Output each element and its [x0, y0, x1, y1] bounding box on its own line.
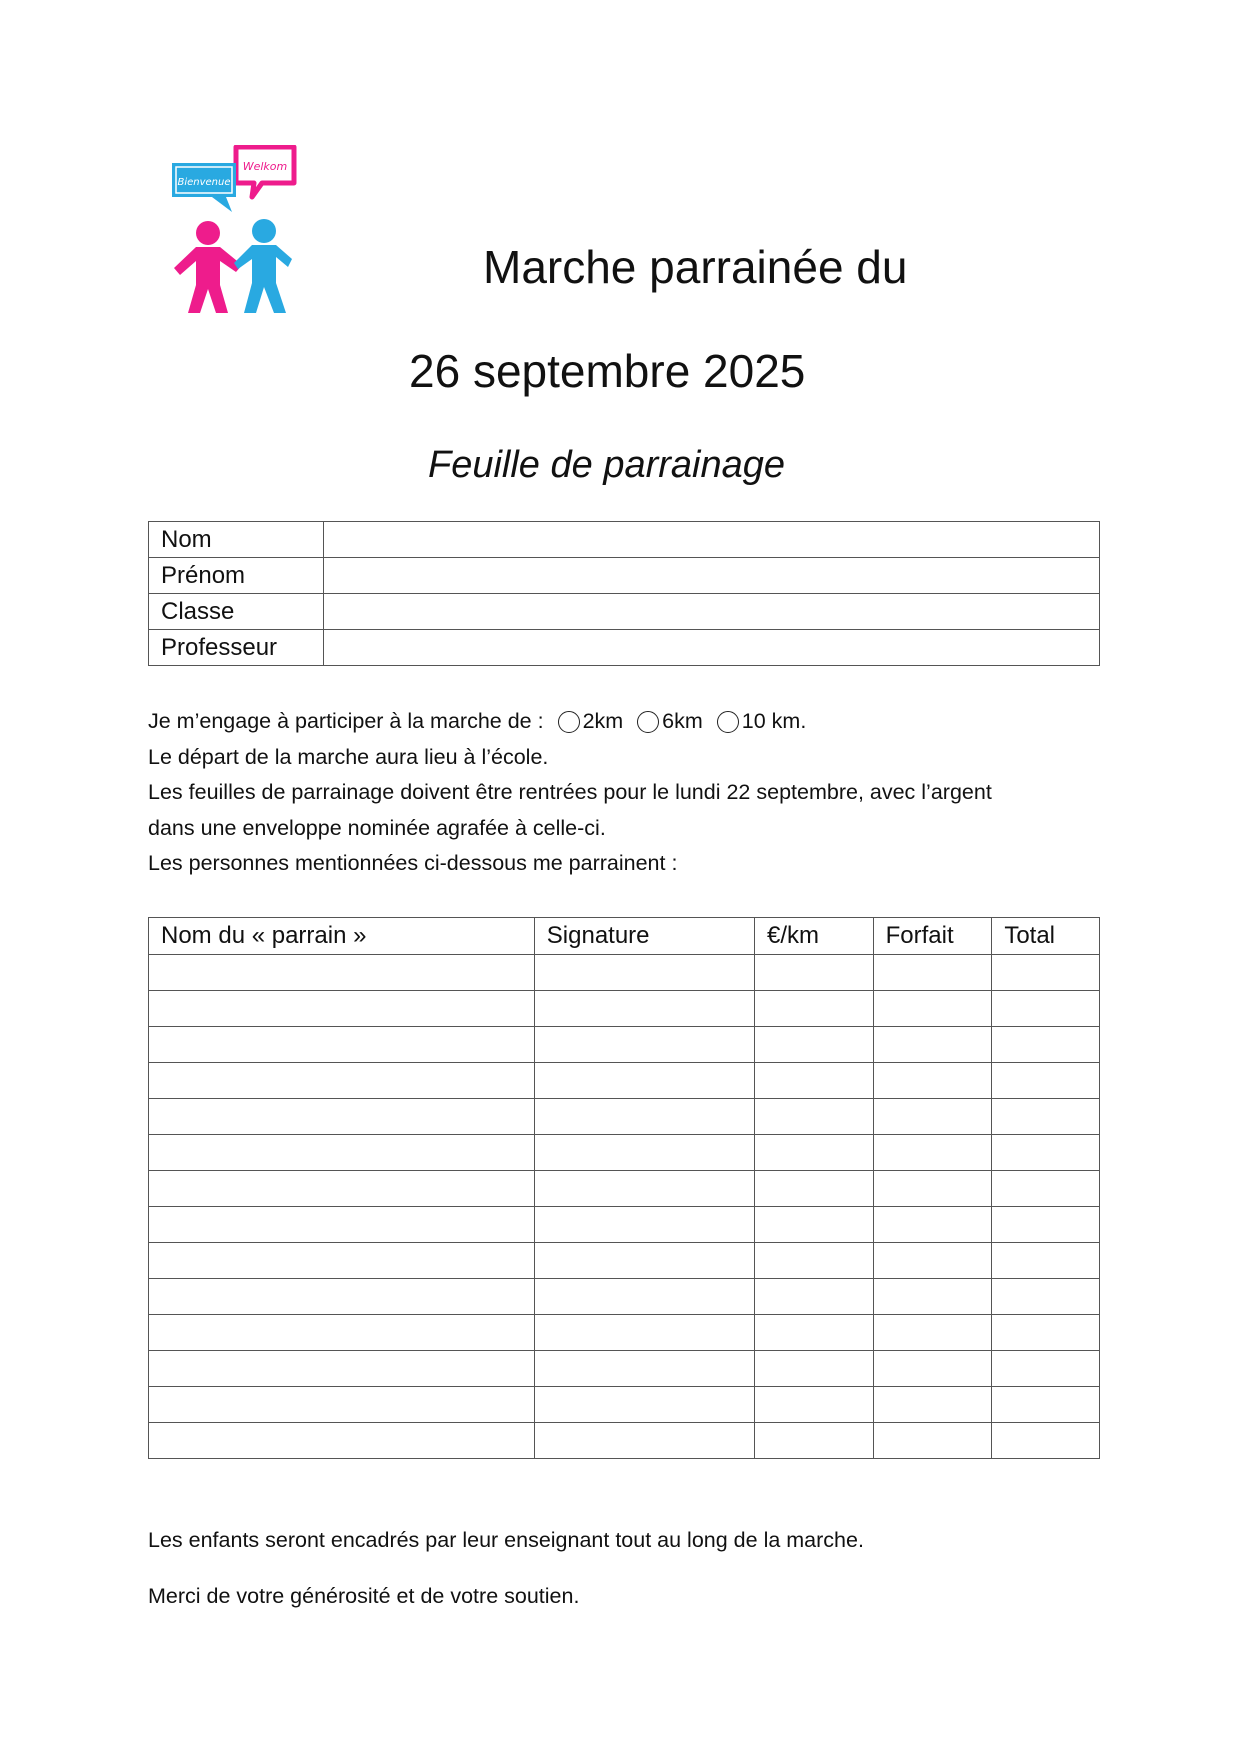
cell-total[interactable]: [992, 1207, 1100, 1243]
cell-signature[interactable]: [534, 1387, 754, 1423]
table-row: [149, 1099, 1100, 1135]
svg-text:Welkom: Welkom: [242, 160, 288, 173]
cell-euro-km[interactable]: [755, 1099, 874, 1135]
cell-signature[interactable]: [534, 1243, 754, 1279]
cell-nom-parrain[interactable]: [149, 1063, 535, 1099]
cell-signature[interactable]: [534, 1027, 754, 1063]
blue-speech-bubble: [172, 163, 236, 212]
identity-label: Prénom: [149, 558, 324, 594]
blue-child-figure: [234, 219, 292, 313]
cell-signature[interactable]: [534, 955, 754, 991]
cell-euro-km[interactable]: [755, 1063, 874, 1099]
cell-total[interactable]: [992, 955, 1100, 991]
identity-label: Professeur: [149, 630, 324, 666]
cell-euro-km[interactable]: [755, 1135, 874, 1171]
identity-table: [148, 521, 1100, 666]
identity-row-nom: [149, 522, 1100, 558]
cell-total[interactable]: [992, 1135, 1100, 1171]
cell-nom-parrain[interactable]: [149, 1171, 535, 1207]
cell-forfait[interactable]: [873, 1387, 992, 1423]
cell-euro-km[interactable]: [755, 955, 874, 991]
pink-speech-bubble: [236, 147, 294, 197]
identity-field-prenom[interactable]: [324, 558, 1100, 594]
table-row: [149, 955, 1100, 991]
engagement-line-distance: [148, 704, 1108, 740]
cell-total[interactable]: [992, 1171, 1100, 1207]
cell-nom-parrain[interactable]: [149, 1207, 535, 1243]
cell-forfait[interactable]: [873, 1207, 992, 1243]
table-row: [149, 1423, 1100, 1459]
cell-nom-parrain[interactable]: [149, 1351, 535, 1387]
cell-total[interactable]: [992, 991, 1100, 1027]
cell-nom-parrain[interactable]: [149, 1027, 535, 1063]
engagement-text: [148, 704, 1108, 882]
table-row: [149, 1063, 1100, 1099]
cell-forfait[interactable]: [873, 955, 992, 991]
cell-signature[interactable]: [534, 1351, 754, 1387]
cell-nom-parrain[interactable]: [149, 1243, 535, 1279]
cell-nom-parrain[interactable]: [149, 1099, 535, 1135]
engagement-line-depart: Le départ de la marche aura lieu à l’école.: [148, 744, 549, 769]
cell-nom-parrain[interactable]: [149, 1387, 535, 1423]
cell-signature[interactable]: [534, 1171, 754, 1207]
cell-total[interactable]: [992, 1027, 1100, 1063]
sponsors-body: [149, 955, 1100, 1459]
cell-nom-parrain[interactable]: [149, 991, 535, 1027]
cell-forfait[interactable]: [873, 1351, 992, 1387]
cell-euro-km[interactable]: [755, 1387, 874, 1423]
cell-forfait[interactable]: [873, 1279, 992, 1315]
identity-label: Nom: [149, 522, 324, 558]
identity-field-nom[interactable]: [324, 522, 1100, 558]
identity-row-professeur: [149, 630, 1100, 666]
cell-euro-km[interactable]: [755, 1243, 874, 1279]
cell-total[interactable]: [992, 1315, 1100, 1351]
cell-signature[interactable]: [534, 1099, 754, 1135]
cell-euro-km[interactable]: [755, 991, 874, 1027]
table-row: [149, 1279, 1100, 1315]
identity-label: Classe: [149, 594, 324, 630]
cell-signature[interactable]: [534, 1063, 754, 1099]
cell-total[interactable]: [992, 1063, 1100, 1099]
header-euro-km: €/km: [755, 918, 874, 955]
table-row: [149, 1135, 1100, 1171]
cell-euro-km[interactable]: [755, 1279, 874, 1315]
identity-field-classe[interactable]: [324, 594, 1100, 630]
table-row: [149, 1315, 1100, 1351]
cell-nom-parrain[interactable]: [149, 1423, 535, 1459]
table-row: [149, 1387, 1100, 1423]
cell-total[interactable]: [992, 1279, 1100, 1315]
cell-euro-km[interactable]: [755, 1171, 874, 1207]
header-forfait: Forfait: [873, 918, 992, 955]
radio-10km[interactable]: [717, 711, 739, 733]
table-row: [149, 1171, 1100, 1207]
header-signature: Signature: [534, 918, 754, 955]
cell-signature[interactable]: [534, 1315, 754, 1351]
option-6km-label: 6km: [662, 709, 703, 733]
table-row: [149, 1207, 1100, 1243]
cell-signature[interactable]: [534, 991, 754, 1027]
engagement-line-envelope: dans une enveloppe nominée agrafée à celle-ci.: [148, 815, 606, 840]
cell-signature[interactable]: [534, 1423, 754, 1459]
header-nom-parrain: Nom du « parrain »: [149, 918, 535, 955]
cell-forfait[interactable]: [873, 1063, 992, 1099]
cell-euro-km[interactable]: [755, 1027, 874, 1063]
cell-forfait[interactable]: [873, 991, 992, 1027]
cell-signature[interactable]: [534, 1279, 754, 1315]
cell-euro-km[interactable]: [755, 1423, 874, 1459]
cell-signature[interactable]: [534, 1135, 754, 1171]
cell-nom-parrain[interactable]: [149, 1315, 535, 1351]
engagement-line-deadline: Les feuilles de parrainage doivent être rentrées pour le lundi 22 septembre, avec l’argent: [148, 780, 992, 804]
cell-euro-km[interactable]: [755, 1315, 874, 1351]
title-line-2: 26 septembre 2025: [409, 345, 806, 397]
identity-field-professeur[interactable]: [324, 630, 1100, 666]
table-row: [149, 991, 1100, 1027]
cell-total[interactable]: [992, 1387, 1100, 1423]
header-total: Total: [992, 918, 1100, 955]
option-10km-label: 10 km.: [741, 709, 807, 733]
cell-euro-km[interactable]: [755, 1207, 874, 1243]
cell-signature[interactable]: [534, 1207, 754, 1243]
subtitle: Feuille de parrainage: [428, 444, 786, 486]
svg-text:Bienvenue: Bienvenue: [177, 177, 231, 188]
identity-row-classe: [149, 594, 1100, 630]
cell-forfait[interactable]: [873, 1243, 992, 1279]
identity-row-prenom: [149, 558, 1100, 594]
footer-supervision-note: Les enfants seront encadrés par leur enseignant tout au long de la marche.: [148, 1528, 864, 1552]
footer-thanks: Merci de votre générosité et de votre soutien.: [148, 1584, 580, 1608]
cell-nom-parrain[interactable]: [149, 955, 535, 991]
engagement-intro: Je m’engage à participer à la marche de :: [148, 709, 544, 733]
cell-forfait[interactable]: [873, 1315, 992, 1351]
cell-forfait[interactable]: [873, 1171, 992, 1207]
cell-forfait[interactable]: [873, 1099, 992, 1135]
cell-nom-parrain[interactable]: [149, 1135, 535, 1171]
welcome-logo: [170, 145, 320, 325]
table-row: [149, 1027, 1100, 1063]
option-2km-label: 2km: [582, 709, 624, 733]
cell-forfait[interactable]: [873, 1423, 992, 1459]
cell-total[interactable]: [992, 1351, 1100, 1387]
table-row: [149, 1351, 1100, 1387]
radio-6km[interactable]: [637, 711, 659, 733]
cell-forfait[interactable]: [873, 1027, 992, 1063]
pink-child-figure: [174, 221, 242, 313]
cell-total[interactable]: [992, 1423, 1100, 1459]
cell-total[interactable]: [992, 1243, 1100, 1279]
engagement-line-sponsors: Les personnes mentionnées ci-dessous me parrainent :: [148, 851, 678, 875]
cell-euro-km[interactable]: [755, 1351, 874, 1387]
sponsors-header-row: [149, 918, 1100, 955]
sponsors-table: [148, 917, 1100, 1459]
title-line-1: Marche parrainée du: [483, 241, 908, 293]
cell-forfait[interactable]: [873, 1135, 992, 1171]
cell-total[interactable]: [992, 1099, 1100, 1135]
radio-2km[interactable]: [558, 711, 580, 733]
cell-nom-parrain[interactable]: [149, 1279, 535, 1315]
table-row: [149, 1243, 1100, 1279]
